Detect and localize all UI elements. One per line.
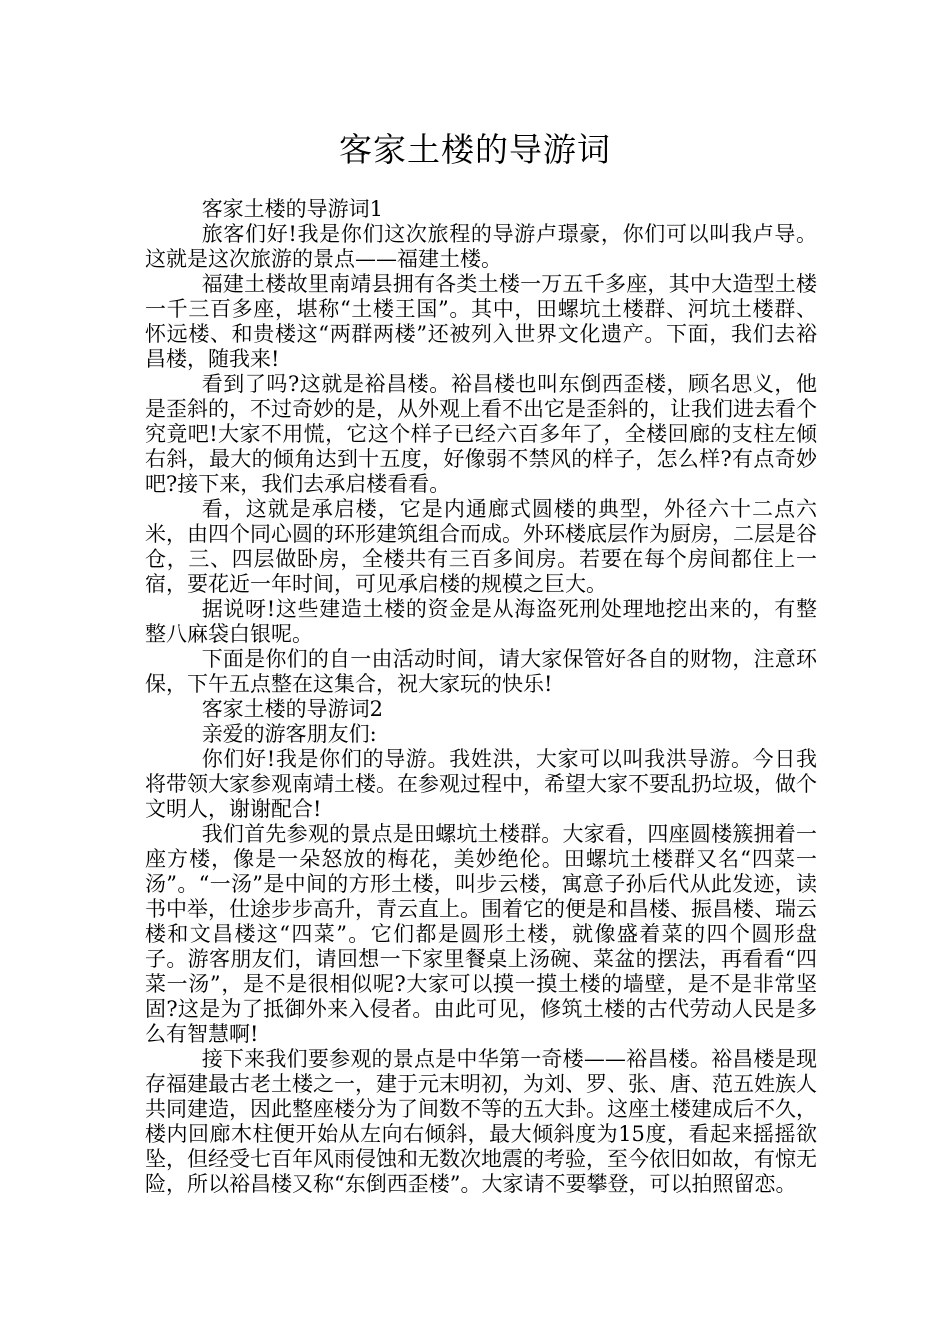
paragraph: 看，这就是承启楼，它是内通廊式圆楼的典型，外径六十二点六米，由四个同心圆的环形建筑组合而成。外环楼底层作为厨房，二层是谷仓，三、四层做卧房，全楼共有三百多间房。若要在每个房间都住上一宿，要花近一年时间，可见承启楼的规模之巨大。 [145,497,817,596]
paragraph: 据说呀!这些建造土楼的资金是从海盗死刑处理地挖出来的，有整整八麻袋白银呢。 [145,597,817,646]
paragraph: 旅客们好!我是你们这次旅程的导游卢璟豪，你们可以叫我卢导。这就是这次旅游的景点——福建土楼。 [145,222,817,271]
paragraph: 接下来我们要参观的景点是中华第一奇楼——裕昌楼。裕昌楼是现存福建最古老土楼之一，建于元末明初，为刘、罗、张、唐、范五姓族人共同建造，因此整座楼分为了间数不等的五大卦。这座土楼建成后不久，楼内回廊木柱便开始从左向右倾斜，最大倾斜度为15度，看起来摇摇欲坠，但经受七百年风雨侵蚀和无数次地震的考验，至今依旧如故，有惊无险，所以裕昌楼又称“东倒西歪楼”。大家请不要攀登，可以拍照留恋。 [145,1047,817,1196]
paragraph-greeting: 亲爱的游客朋友们: [201,722,377,746]
document-title: 客家土楼的导游词 [339,130,611,169]
paragraph: 看到了吗?这就是裕昌楼。裕昌楼也叫东倒西歪楼，顾名思义，他是歪斜的，不过奇妙的是，从外观上看不出它是歪斜的，让我们进去看个究竟吧!大家不用慌，它这个样子已经六百多年了，全楼回廊的支柱左倾右斜，最大的倾角达到十五度，好像弱不禁风的样子，怎么样?有点奇妙吧?接下来，我们去承启楼看看。 [145,372,817,496]
paragraph-heading-2: 客家土楼的导游词2 [201,697,384,721]
paragraph: 福建土楼故里南靖县拥有各类土楼一万五千多座，其中大造型土楼一千三百多座，堪称“土楼王国”。其中，田螺坑土楼群、河坑土楼群、怀远楼、和贵楼这“两群两楼”还被列入世界文化遗产。下面，我们去裕昌楼，随我来! [145,272,817,371]
paragraph-heading-1: 客家土楼的导游词1 [201,197,384,221]
paragraph: 下面是你们的自一由活动时间，请大家保管好各自的财物，注意环保，下午五点整在这集合，祝大家玩的快乐! [145,647,817,696]
paragraph: 你们好!我是你们的导游。我姓洪，大家可以叫我洪导游。今日我将带领大家参观南靖土楼。在参观过程中，希望大家不要乱扔垃圾，做个文明人，谢谢配合! [145,747,817,821]
document-body [145,197,817,1197]
paragraph: 我们首先参观的景点是田螺坑土楼群。大家看，四座圆楼簇拥着一座方楼，像是一朵怒放的梅花，美妙绝伦。田螺坑土楼群又名“四菜一汤”。“一汤”是中间的方形土楼，叫步云楼，寓意子孙后代从此发迹，读书中举，仕途步步高升，青云直上。围着它的便是和昌楼、振昌楼、瑞云楼和文昌楼这“四菜”。它们都是圆形土楼，就像盛着菜的四个圆形盘子。游客朋友们，请回想一下家里餐桌上汤碗、菜盆的摆法，再看看“四菜一汤”，是不是很相似呢?大家可以摸一摸土楼的墙壁，是不是非常坚固?这是为了抵御外来入侵者。由此可见，修筑土楼的古代劳动人民是多么有智慧啊! [145,822,817,1046]
